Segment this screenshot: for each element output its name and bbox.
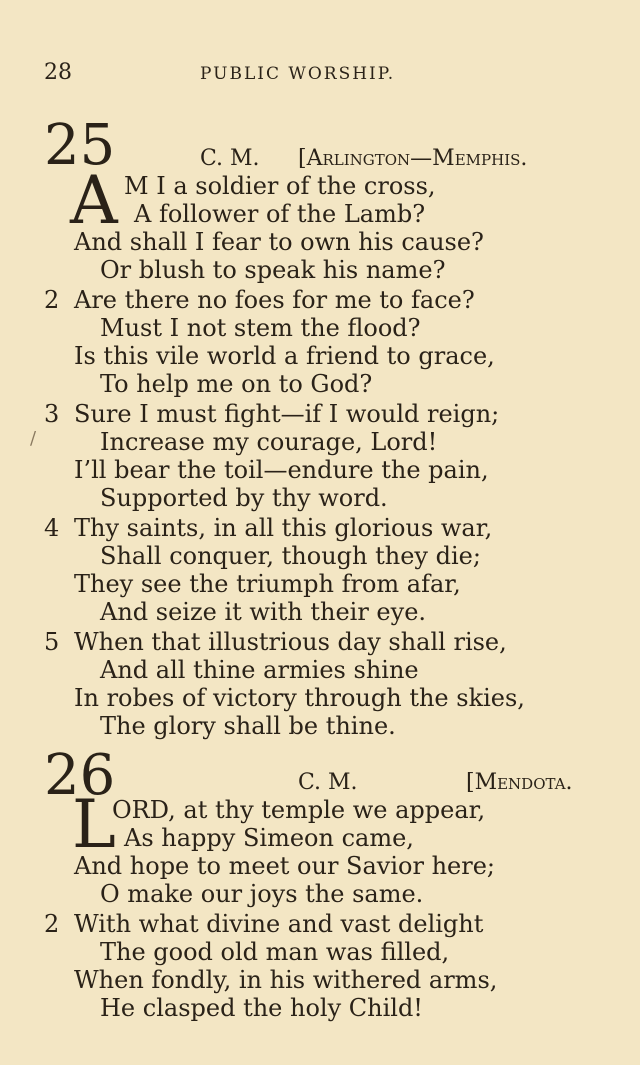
hymn-line: O make our joys the same.: [100, 880, 424, 908]
hymn-line: Shall conquer, though they die;: [100, 542, 481, 570]
hymn-line: Thy saints, in all this glorious war,: [74, 514, 493, 542]
hymn-line: In robes of victory through the skies,: [74, 684, 525, 712]
verse-number: 2: [44, 910, 60, 938]
verse-number: 3: [44, 400, 60, 428]
verse-number: 2: [44, 286, 60, 314]
hymn-line: When that illustrious day shall rise,: [74, 628, 507, 656]
hymn-line: Are there no foes for me to face?: [74, 286, 475, 314]
hymn-line: A follower of the Lamb?: [134, 200, 426, 228]
hymn-line: And seize it with their eye.: [100, 598, 427, 626]
hymn-number: 25: [44, 113, 116, 178]
hymn-line: And hope to meet our Savior here;: [74, 852, 496, 880]
tune-name: [Arlington—Memphis.: [298, 146, 528, 171]
hymn-line: And all thine armies shine: [100, 656, 419, 684]
running-title: PUBLIC WORSHIP.: [200, 64, 396, 84]
drop-cap: A: [70, 162, 118, 239]
hymn-line: Must I not stem the flood?: [100, 314, 421, 342]
hymn-line: M I a soldier of the cross,: [124, 172, 436, 200]
hymn-line: To help me on to God?: [100, 370, 373, 398]
verse-number: 5: [44, 628, 60, 656]
hymn-line: And shall I fear to own his cause?: [74, 228, 484, 256]
hymn-line: The good old man was filled,: [100, 938, 450, 966]
hymn-line: Sure I must fight—if I would reign;: [74, 400, 500, 428]
hymn-line: Is this vile world a friend to grace,: [74, 342, 495, 370]
hymn-line: They see the triumph from afar,: [74, 570, 461, 598]
hymn-meter: C. M.: [200, 146, 260, 171]
hymn-line: The glory shall be thine.: [100, 712, 396, 740]
hymn-line: Or blush to speak his name?: [100, 256, 446, 284]
hymn-line: Supported by thy word.: [100, 484, 388, 512]
hymn-line: He clasped the holy Child!: [100, 994, 423, 1022]
verse-number: 4: [44, 514, 60, 542]
drop-cap: L: [72, 786, 116, 863]
page-number: 28: [44, 60, 72, 85]
hymn-line: I’ll bear the toil—endure the pain,: [74, 456, 489, 484]
hymn-line: Increase my courage, Lord!: [100, 428, 438, 456]
hymn-line: As happy Simeon came,: [124, 824, 414, 852]
hymn-meter: C. M.: [298, 770, 358, 795]
tune-name: [Mendota.: [466, 770, 573, 795]
hymn-line: ORD, at thy temple we appear,: [112, 796, 486, 824]
stray-mark: /: [30, 428, 37, 449]
hymn-number: 26: [44, 743, 116, 808]
hymn-line: With what divine and vast delight: [74, 910, 484, 938]
hymn-line: When fondly, in his withered arms,: [74, 966, 498, 994]
